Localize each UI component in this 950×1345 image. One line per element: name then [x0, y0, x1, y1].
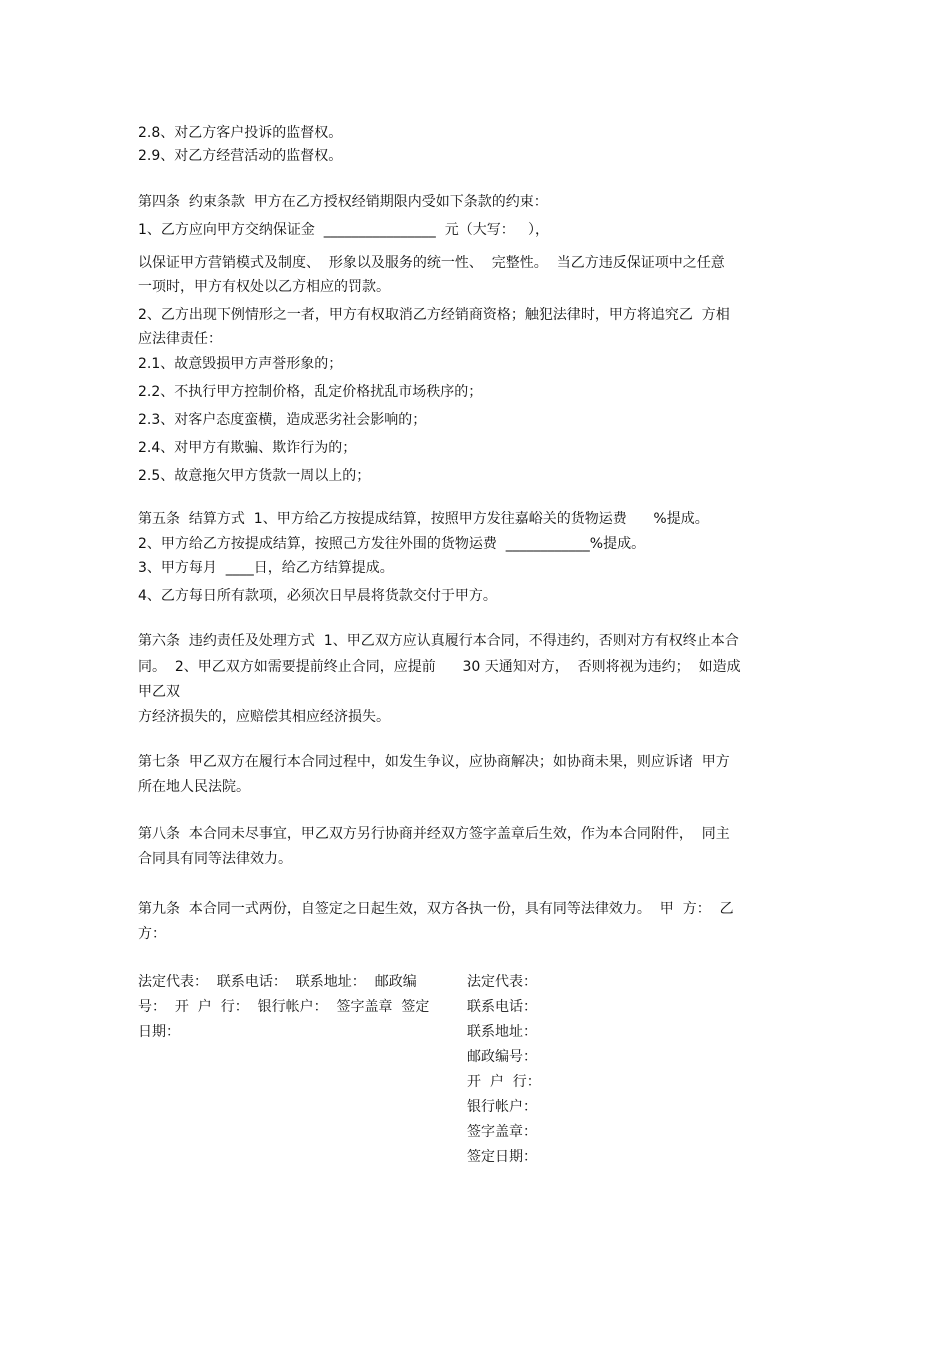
article-6-heading: 第六条 违约责任及处理方式 1、甲乙双方应认真履行本合同，不得违约，否则对方有权终止本合 — [138, 633, 739, 649]
party-b-field: 签定日期： — [467, 1149, 537, 1165]
article-6-text-line: 甲乙双 — [138, 684, 180, 700]
clause-2-3: 2.3、对客户态度蛮横，造成恶劣社会影响的； — [138, 412, 427, 428]
clause-2-8: 2.8、对乙方客户投诉的监督权。 — [138, 125, 343, 141]
article-8-text-line: 合同具有同等法律效力。 — [138, 851, 292, 867]
party-a-fields-line: 号： 开 户 行： 银行帐户： 签字盖章 签定 — [138, 999, 430, 1015]
article-5-heading: 第五条 结算方式 1、甲方给乙方按提成结算，按照甲方发往嘉峪关的货物运费 %提成。 — [138, 511, 709, 527]
party-b-field: 邮政编号： — [467, 1049, 537, 1065]
clause-2-4: 2.4、对甲方有欺骗、欺诈行为的； — [138, 440, 357, 456]
article-4-text-line: 以保证甲方营销模式及制度、 形象以及服务的统一性、 完整性。 当乙方违反保证项中之任意 — [138, 255, 725, 271]
article-4-heading: 第四条 约束条款 甲方在乙方授权经销期限内受如下条款的约束： — [138, 194, 548, 210]
article-9-heading: 第九条 本合同一式两份，自签定之日起生效，双方各执一份，具有同等法律效力。 甲 方： 乙 — [138, 901, 734, 917]
clause-2-2: 2.2、不执行甲方控制价格，乱定价格扰乱市场秩序的； — [138, 384, 483, 400]
article-9-text-line: 方： — [138, 926, 166, 942]
article-8-heading: 第八条 本合同未尽事宜，甲乙双方另行协商并经双方签字盖章后生效，作为本合同附件， 同主 — [138, 826, 730, 842]
article-4-text-line: 一项时，甲方有权处以乙方相应的罚款。 — [138, 279, 390, 295]
party-b-field: 法定代表： — [467, 974, 537, 990]
clause-2-5: 2.5、故意拖欠甲方货款一周以上的； — [138, 468, 371, 484]
article-6-text-line: 方经济损失的，应赔偿其相应经济损失。 — [138, 709, 390, 725]
article-6-text-line: 同。 2、甲乙双方如需要提前终止合同，应提前 30 天通知对方， 否则将视为违约； 如造成 — [138, 659, 741, 675]
article-5-item-3: 3、甲方每月 ____日，给乙方结算提成。 — [138, 560, 394, 576]
party-b-field: 联系电话： — [467, 999, 537, 1015]
article-4-item-2: 2、乙方出现下例情形之一者，甲方有权取消乙方经销商资格；触犯法律时，甲方将追究乙 方相 — [138, 307, 730, 323]
party-a-fields-line: 日期： — [138, 1024, 180, 1040]
article-4-text-line: 应法律责任： — [138, 331, 222, 347]
party-b-field: 签字盖章： — [467, 1124, 537, 1140]
party-b-field: 银行帐户： — [467, 1099, 537, 1115]
party-b-field: 联系地址： — [467, 1024, 537, 1040]
clause-2-9: 2.9、对乙方经营活动的监督权。 — [138, 148, 343, 164]
clause-2-1: 2.1、故意毁损甲方声誉形象的； — [138, 356, 343, 372]
article-5-item-4: 4、乙方每日所有款项，必须次日早晨将货款交付于甲方。 — [138, 588, 497, 604]
party-a-fields-line: 法定代表： 联系电话： 联系地址： 邮政编 — [138, 974, 417, 990]
article-4-item-1: 1、乙方应向甲方交纳保证金 ________________ 元（大写： ）， — [138, 222, 550, 238]
article-7-heading: 第七条 甲乙双方在履行本合同过程中，如发生争议，应协商解决；如协商未果，则应诉诸 甲方 — [138, 754, 730, 770]
party-b-field: 开 户 行： — [467, 1074, 541, 1090]
article-7-text-line: 所在地人民法院。 — [138, 779, 250, 795]
article-5-item-2: 2、甲方给乙方按提成结算，按照己方发往外围的货物运费 ____________%提成。 — [138, 536, 646, 552]
